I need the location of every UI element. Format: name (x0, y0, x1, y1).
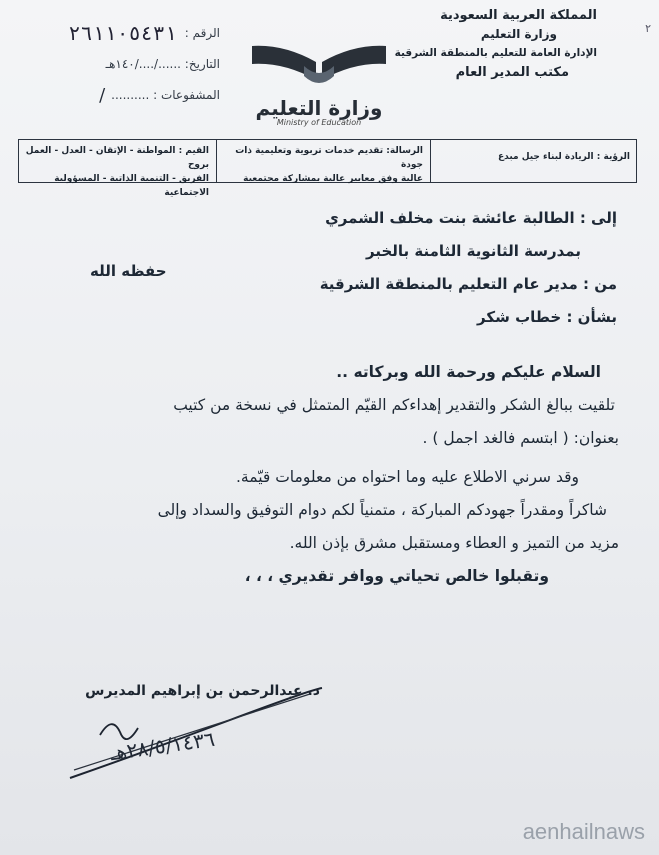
ref-value: ٢٦١١٠٥٤٣١ (68, 21, 177, 45)
attachments-label: المشفوعات : .......... (111, 88, 220, 102)
values-line-1: القيم : المواطنة - الإتقان - العدل - العمل بروح (25, 146, 209, 170)
signature-date: ٢٨/٥/١٤٣٦هـ (108, 726, 217, 766)
to-label: إلى : (579, 209, 617, 227)
ministry-logo (244, 36, 394, 126)
paragraph-1-line-1: تلقيت ببالغ الشكر والتقدير إهداءكم القيّم المتمثل في نسخة من كتيب (173, 396, 615, 414)
bar-divider (216, 140, 218, 182)
logo-title: وزارة التعليم (255, 96, 383, 120)
paragraph-3-line-1: شاكراً ومقدراً جهودكم المباركة ، متمنياً لكم دوام التوفيق والسداد وإلى (157, 501, 607, 519)
page-mark: ٢ (645, 22, 651, 35)
mission-cell (217, 140, 429, 182)
mission-line-2: عالية وفق معايير عالية بمشاركة مجتمعية (243, 174, 423, 184)
bar-divider (430, 140, 432, 182)
values-line-2: الفريق - التنمية الذاتية - المسؤولية الاجتماعية (54, 174, 209, 198)
logo-book-icon (244, 36, 394, 96)
to-school: بمدرسة الثانوية الثامنة بالخبر (366, 242, 581, 260)
header-directorate: الإدارة العامة للتعليم بالمنطقة الشرقية (394, 47, 597, 59)
greeting: السلام عليكم ورحمة الله وبركاته .. (336, 363, 601, 381)
paragraph-3-line-2: مزيد من التميز و العطاء ومستقبل مشرق بإذن الله. (289, 534, 619, 552)
from-label: من : (582, 275, 617, 293)
date-label: التاريخ: ....../..../١٤٠هـ (105, 57, 220, 71)
from-value: مدير عام التعليم بالمنطقة الشرقية (319, 275, 578, 293)
vision-mission-values-bar (18, 139, 637, 198)
logo-subtitle: Ministry of Education (276, 118, 362, 127)
header-meta-block (10, 18, 220, 111)
values-cell (19, 140, 215, 198)
vision-text: الرؤية : الريادة لبناء جيل مبدع (497, 152, 630, 162)
header-org-block (377, 6, 597, 82)
attachments-value: / (99, 85, 106, 106)
ref-label: الرقم : (184, 26, 220, 40)
to-name: الطالبة عائشة بنت مخلف الشمري (325, 209, 575, 227)
header-ministry: وزارة التعليم (480, 27, 557, 41)
watermark: aenhailnaws (522, 819, 645, 844)
vision-cell (431, 140, 636, 182)
header-kingdom: المملكة العربية السعودية (440, 8, 597, 23)
paragraph-2: وقد سرني الاطلاع عليه وما احتواه من معلومات قيّمة. (236, 468, 579, 486)
mission-line-1: الرسالة: تقديم خدمات تربوية وتعليمية ذات جودة (235, 146, 423, 170)
signatory-name: د. عبدالرحمن بن إبراهيم المديرس (85, 683, 320, 699)
header-office: مكتب المدير العام (455, 65, 569, 80)
subject-label: بشأن : (566, 308, 617, 326)
paragraph-1-line-2: بعنوان: ( ابتسم فالغد اجمل ) . (422, 429, 619, 447)
honorific: حفظه الله (90, 262, 167, 280)
subject-value: خطاب شكر (477, 308, 562, 326)
letter-body (17, 356, 619, 593)
to-row (17, 202, 617, 235)
closing: وتقبلوا خالص تحياتي ووافر تقديري ، ، ، (244, 567, 549, 585)
subject-row (17, 301, 617, 334)
